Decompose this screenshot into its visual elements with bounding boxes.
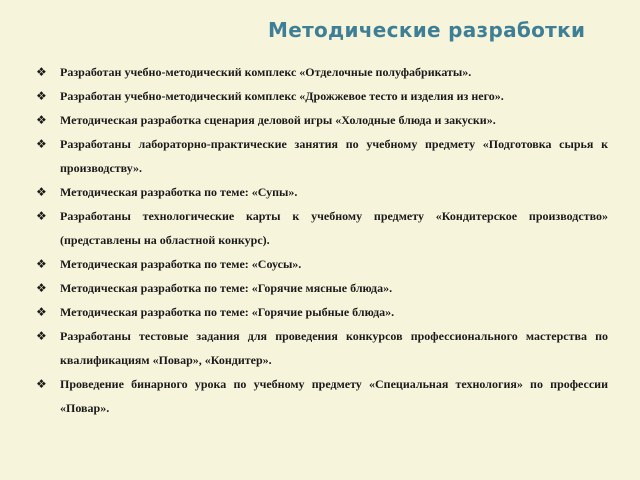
- list-item: [36, 108, 608, 132]
- list-item-text: Разработаны тестовые задания для проведения конкурсов профессионального мастерства по квалификациям «Повар», «Кондитер».: [60, 329, 608, 367]
- list-item: [36, 276, 608, 300]
- list-item: [36, 372, 608, 420]
- diamond-cluster-icon: ❖: [36, 113, 47, 127]
- list-item-text: Разработан учебно-методический комплекс «Дрожжевое тесто и изделия из него».: [60, 89, 504, 103]
- list-item-text: Разработаны лабораторно-практические занятия по учебному предмету «Подготовка сырья к производству».: [60, 137, 608, 175]
- list-item-text: Методическая разработка по теме: «Горячие рыбные блюда».: [60, 305, 395, 319]
- list-item: [36, 252, 608, 276]
- list-item-text: Методическая разработка по теме: «Супы».: [60, 185, 298, 199]
- list-item: [36, 204, 608, 252]
- list-item-text: Разработан учебно-методический комплекс «Отделочные полуфабрикаты».: [60, 65, 472, 79]
- diamond-cluster-icon: ❖: [36, 257, 47, 271]
- diamond-cluster-icon: ❖: [36, 329, 47, 343]
- list-item-text: Методическая разработка сценария деловой игры «Холодные блюда и закуски».: [60, 113, 496, 127]
- bullet-list: [36, 60, 608, 420]
- diamond-cluster-icon: ❖: [36, 137, 47, 151]
- list-item-text: Методическая разработка по теме: «Горячие мясные блюда».: [60, 281, 393, 295]
- slide-title: Методические разработки: [268, 18, 586, 42]
- diamond-cluster-icon: ❖: [36, 377, 47, 391]
- diamond-cluster-icon: ❖: [36, 89, 47, 103]
- list-item: [36, 84, 608, 108]
- list-item-text: Методическая разработка по теме: «Соусы».: [60, 257, 302, 271]
- list-item: [36, 180, 608, 204]
- list-item: [36, 60, 608, 84]
- diamond-cluster-icon: ❖: [36, 305, 47, 319]
- list-item: [36, 324, 608, 372]
- diamond-cluster-icon: ❖: [36, 185, 47, 199]
- list-item: [36, 132, 608, 180]
- diamond-cluster-icon: ❖: [36, 281, 47, 295]
- diamond-cluster-icon: ❖: [36, 65, 47, 79]
- list-item-text: Разработаны технологические карты к учебному предмету «Кондитерское производство» (представлены на областной конкурс).: [60, 209, 608, 247]
- diamond-cluster-icon: ❖: [36, 209, 47, 223]
- list-item: [36, 300, 608, 324]
- list-item-text: Проведение бинарного урока по учебному предмету «Специальная технология» по профессии «Повар».: [60, 377, 608, 415]
